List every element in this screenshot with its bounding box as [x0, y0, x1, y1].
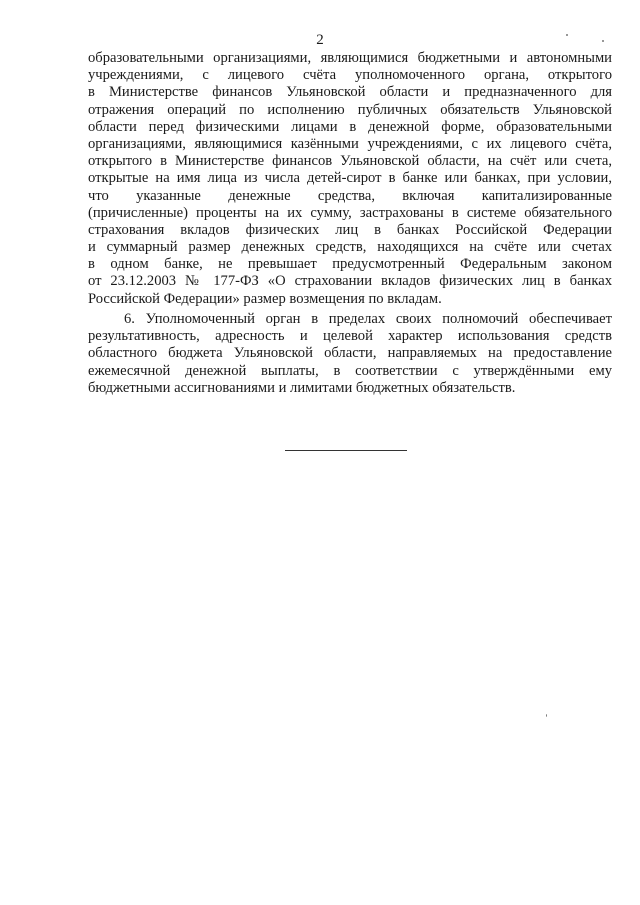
text-line: от 23.12.2003 № 177-ФЗ «О страховании вкладов физических лиц в банках — [88, 273, 612, 290]
text-line: образовательными организациями, являющимися бюджетными и автономными — [88, 50, 612, 66]
text-line: страхования вкладов физических лиц в банках Российской Федерации — [88, 221, 612, 238]
paragraph-6 — [88, 311, 612, 397]
scan-speck — [546, 714, 547, 717]
page-number: 2 — [316, 32, 324, 48]
scan-speck — [602, 40, 604, 42]
text-line: в одном банке, не превышает предусмотренный Федеральным законом — [88, 256, 612, 273]
end-divider — [285, 450, 407, 451]
text-line: открытые на имя лица из числа детей-сирот в банке или банках, при условии, — [88, 170, 612, 187]
text-line: (причисленные) проценты на их сумму, застрахованы в системе обязательного — [88, 204, 612, 221]
text-line: 6. Уполномоченный орган в пределах своих полномочий обеспечивает — [124, 311, 612, 327]
text-line: бюджетными ассигнованиями и лимитами бюджетных обязательств. — [88, 379, 516, 396]
text-line: ежемесячной денежной выплаты, в соответствии с утверждёнными ему — [88, 362, 612, 379]
text-line: открытого в Министерстве финансов Ульяновской области, на счёт или счета, — [88, 153, 612, 170]
scan-speck — [566, 34, 568, 36]
text-line: областного бюджета Ульяновской области, направляемых на предоставление — [88, 345, 612, 362]
text-line: Российской Федерации» размер возмещения по вкладам. — [88, 290, 442, 307]
text-line: учреждениями, с лицевого счёта уполномоченного органа, открытого — [88, 67, 612, 84]
text-line: и суммарный размер денежных средств, находящихся на счёте или счетах — [88, 239, 612, 256]
paragraph-continuation — [88, 50, 612, 308]
text-line: что указанные денежные средства, включая капитализированные — [88, 187, 612, 204]
text-line: области перед физическими лицами в денежной форме, образовательными — [88, 118, 612, 135]
text-line: результативность, адресность и целевой характер использования средств — [88, 328, 612, 345]
text-line: организациями, являющимися казёнными учреждениями, с их лицевого счёта, — [88, 135, 612, 152]
text-line: в Министерстве финансов Ульяновской области и предназначенного для — [88, 84, 612, 101]
text-line: отражения операций по исполнению публичных обязательств Ульяновской — [88, 101, 612, 118]
